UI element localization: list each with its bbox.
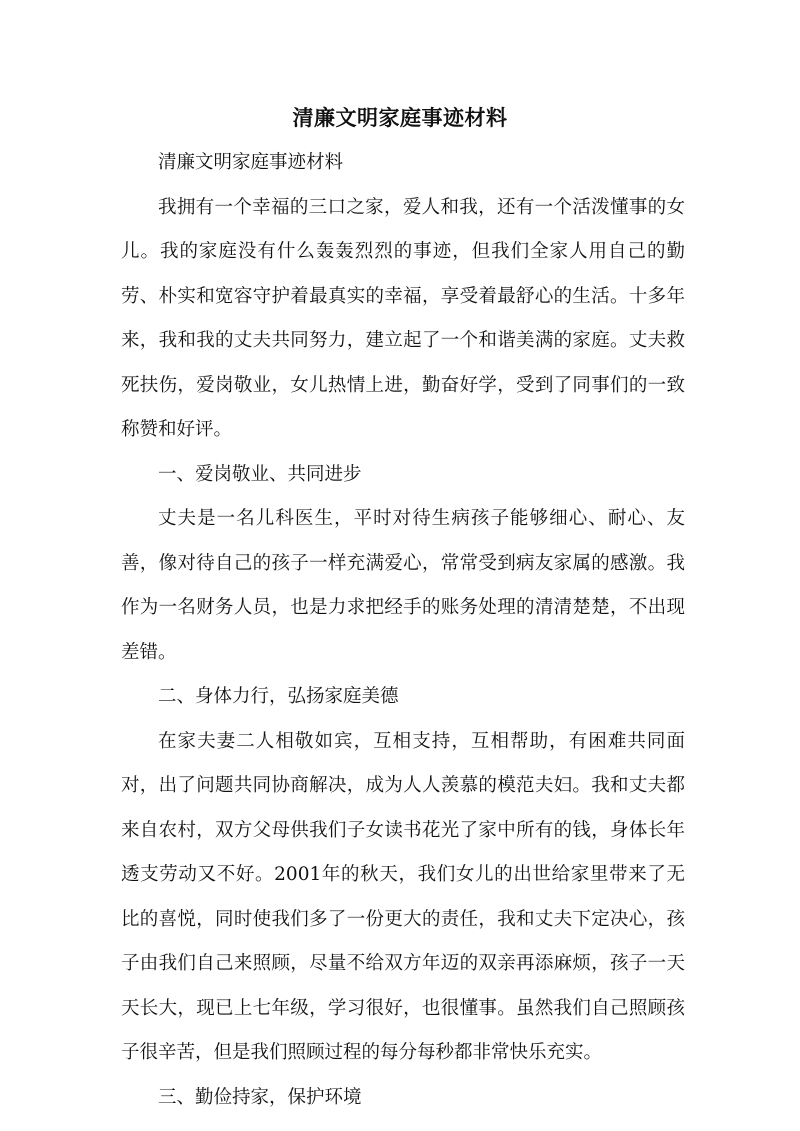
- section-paragraph-2: 在家夫妻二人相敬如宾，互相支持，互相帮助，有困难共同面对，出了问题共同协商解决，成为人人羡慕的模范夫妇。我和丈夫都来自农村，双方父母供我们子女读书花光了家中所有的钱，身体长年透支劳动又不好。2001年的秋天，我们女儿的出世给家里带来了无比的喜悦，同时使我们多了一份更大的责任，我和丈夫下定决心，孩子由我们自己来照顾，尽量不给双方年迈的双亲再添麻烦，孩子一天天长大，现已上七年级，学习很好，也很懂事。虽然我们自己照顾孩子很辛苦，但是我们照顾过程的每分每秒都非常快乐充实。: [121, 730, 685, 1063]
- document-body: [121, 141, 685, 1120]
- section-paragraph-1: 丈夫是一名儿科医生，平时对待生病孩子能够细心、耐心、友善，像对待自己的孩子一样充满爱心，常常受到病友家属的感激。我作为一名财务人员，也是力求把经手的账务处理的清清楚楚，不出现差错。: [121, 508, 685, 663]
- section-heading-2: 二、身体力行，弘扬家庭美德: [158, 686, 399, 707]
- section-heading-3: 三、勤俭持家，保护环境: [158, 1086, 362, 1108]
- section-heading-1: 一、爱岗敬业、共同进步: [158, 463, 362, 485]
- document-title: 清廉文明家庭事迹材料: [292, 105, 508, 130]
- intro-paragraph: 我拥有一个幸福的三口之家，爱人和我，还有一个活泼懂事的女儿。我的家庭没有什么轰轰烈烈的事迹，但我们全家人用自己的勤劳、朴实和宽容守护着最真实的幸福，享受着最舒心的生活。十多年来，我和我的丈夫共同努力，建立起了一个和谐美满的家庭。丈夫救死扶伤，爱岗敬业，女儿热情上进，勤奋好学，受到了同事们的一致称赞和好评。: [121, 196, 685, 440]
- document-subtitle: 清廉文明家庭事迹材料: [158, 152, 344, 173]
